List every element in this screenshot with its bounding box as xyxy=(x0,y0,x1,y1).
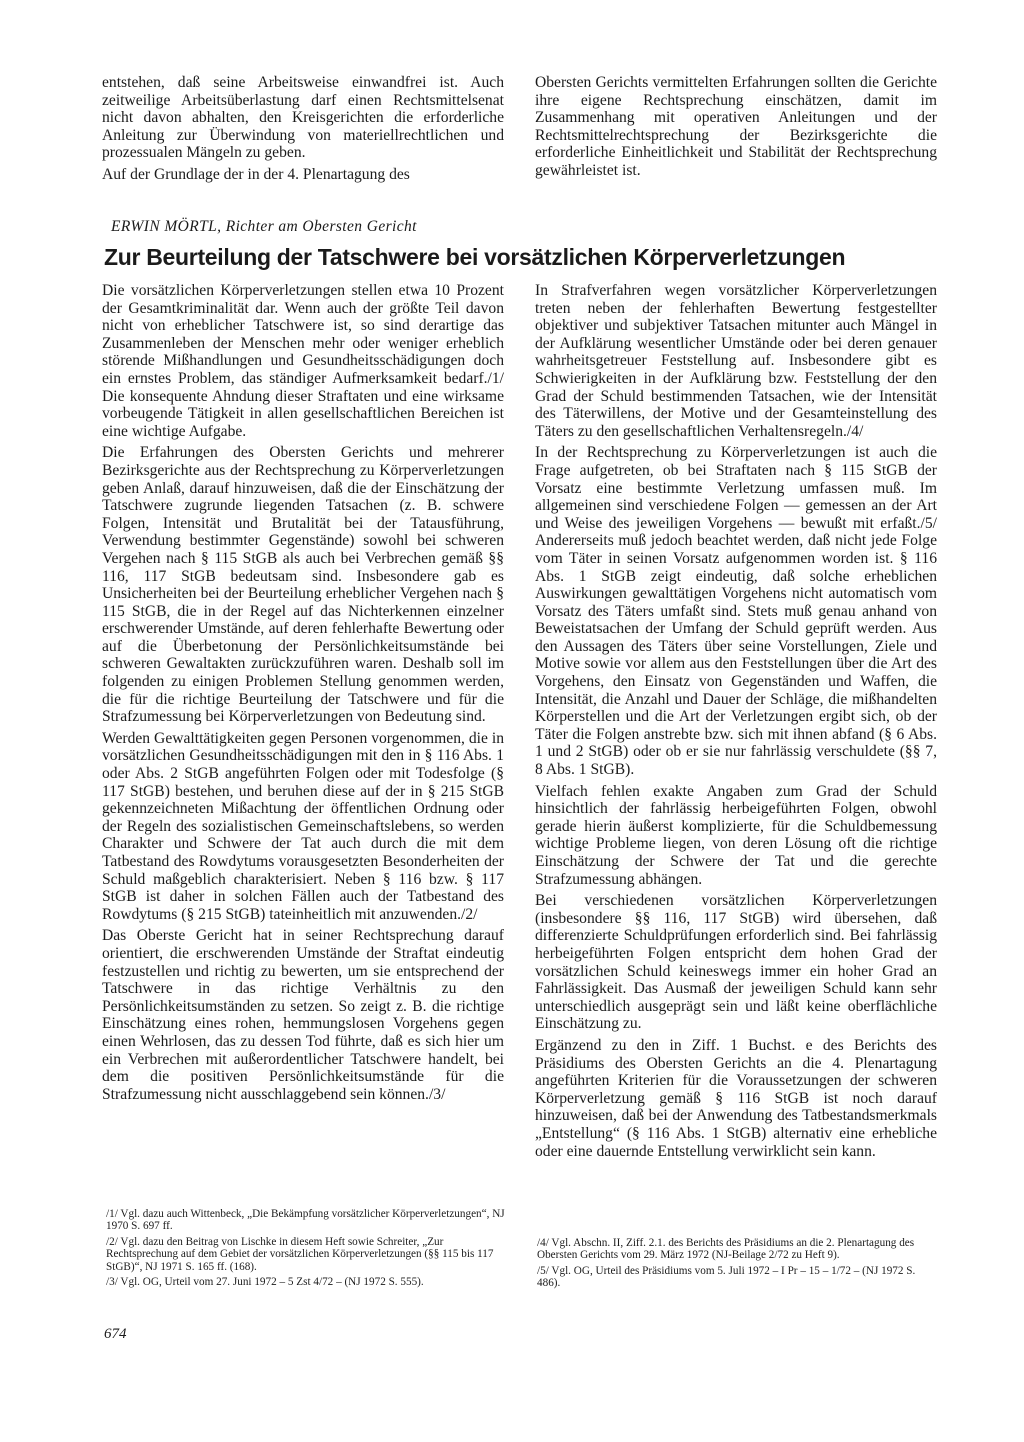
footnote: /5/ Vgl. OG, Urteil des Präsidiums vom 5. Juli 1972 – I Pr – 15 – 1/72 – (NJ 1972 S. 486). xyxy=(537,1264,916,1290)
top-right-column xyxy=(535,74,937,184)
footnote: /3/ Vgl. OG, Urteil vom 27. Juni 1972 – 5 Zst 4/72 – (NJ 1972 S. 555). xyxy=(106,1276,424,1289)
paragraph: Das Oberste Gericht hat in seiner Rechtsprechung darauf orientiert, die erschwerenden Umstände der Straftat eindeutig festzustellen und richtig zu bewerten, um sie entsprechend der Tatschwere in das richtige Verhältnis zu den Persönlichkeitsumständen zu setzen. So zeigt z. B. die richtige Einschätzung eines rohen, hemmungslosen Vorgehens gegen einen Wehrlosen, das zu dessen Tod führte, daß es sich hier um ein Verbrechen mit außerordentlicher Tatschwere handelt, bei dem die positiven Persönlichkeitsumstände für die Strafzumessung nicht ausschlaggebend sein können./3/ xyxy=(102,927,504,1103)
paragraph: Die Erfahrungen des Obersten Gerichts und mehrerer Bezirksgerichte aus der Rechtsprechung zu Körperverletzungen geben Anlaß, darauf hinzuweisen, daß die der Einschätzung der Tatschwere zugrunde liegenden Tatsachen (z. B. schwere Folgen, Intensität und Brutalität bei der Tatausführung, Verwendung bestimmter Gegenstände) sowohl bei schweren Vergehen nach § 115 StGB als auch bei Verbrechen gemäß §§ 116, 117 StGB bedeutsam sind. Insbesondere gab es Unsicherheiten bei der Beurteilung erheblicher Vergehen nach § 115 StGB, die in der Regel auf das Nichterkennen einzelner erschwerender Umstände, auf deren fehlerhafte Bewertung oder auf die Überbetonung der Persönlichkeitsumstände bei schweren Gewaltakten zurückzuführen waren. Deshalb soll im folgenden zu einigen Problemen Stellung genommen werden, die für die richtige Beurteilung der Tatschwere und für die Strafzumessung bei Körperverletzungen von Bedeutung sind. xyxy=(102,444,504,726)
paragraph: Bei verschiedenen vorsätzlichen Körperverletzungen (insbesondere §§ 116, 117 StGB) wird übersehen, daß differenzierte Schuldprüfungen erforderlich sind. Bei fahrlässig herbeigeführten Folgen entspricht dem hohen Grad der vorsätzlichen Schuld keineswegs immer ein hoher Grad an Fahrlässigkeit. Das Ausmaß der jeweiligen Schuld kann sehr unterschiedlich ausgeprägt sein und läßt keine oberflächliche Einschätzung zu. xyxy=(535,892,937,1033)
paragraph: Die vorsätzlichen Körperverletzungen stellen etwa 10 Prozent der Gesamtkriminalität dar. Wenn auch der größte Teil davon nicht von erheblicher Tatschwere ist, so sind derartige das Zusammenleben der Menschen mehr oder weniger erheblich störende Mißhandlungen und Gesundheitsschädigungen doch ein ernstes Problem, das ständiger Aufmerksamkeit bedarf./1/ Die konsequente Ahndung dieser Straftaten und eine wirksame vorbeugende Tätigkeit in allen gesellschaftlichen Bereichen ist eine wichtige Aufgabe. xyxy=(102,282,504,440)
article-title: Zur Beurteilung der Tatschwere bei vorsätzlichen Körperverletzungen xyxy=(104,244,846,270)
footnote: /2/ Vgl. dazu den Beitrag von Lischke in diesem Heft sowie Schreiter, „Zur Rechtsprechung auf dem Gebiet der vorsätzlichen Körperverletzungen (§§ 115 bis 117 StGB)“, NJ 1971 S. 165 ff. (168). xyxy=(106,1235,494,1273)
article-byline: ERWIN MÖRTL, Richter am Obersten Gericht xyxy=(111,218,417,235)
article-right-column xyxy=(535,282,937,1164)
footnote: /1/ Vgl. dazu auch Wittenbeck, „Die Bekämpfung vorsätzlicher Körperverletzungen“, NJ 1970 S. 697 ff. xyxy=(106,1208,505,1233)
article-left-column xyxy=(102,282,504,1107)
paragraph: Auf der Grundlage der in der 4. Plenartagung des xyxy=(102,165,410,183)
paragraph: entstehen, daß seine Arbeitsweise einwandfrei ist. Auch zeitweilige Arbeitsüberlastung darf einen Rechtsmittelsenat nicht davon abhalten, den Kreisgerichten die erforderliche Anleitung zur Überwindung von materiellrechtlichen und prozessualen Mängeln zu geben. xyxy=(102,74,504,162)
top-left-column xyxy=(102,74,504,188)
paragraph: Vielfach fehlen exakte Angaben zum Grad der Schuld hinsichtlich der fahrlässig herbeigeführten Folgen, obwohl gerade hierin äußerst komplizierte, für die Schuldbemessung wichtige Probleme liegen, von deren Lösung oft die richtige Einschätzung der Schwere der Tat und die gerechte Strafzumessung abhängen. xyxy=(535,782,937,888)
paragraph: Ergänzend zu den in Ziff. 1 Buchst. e des Berichts des Präsidiums des Obersten Gerichts an die 4. Plenartagung angeführten Kriterien für die Voraussetzungen der schweren Körperverletzung gemäß § 116 StGB ist noch darauf hinzuweisen, daß bei der Anwendung des Tatbestandsmerkmals „Entstellung“ (§ 116 Abs. 1 StGB) alternativ eine erhebliche oder eine dauernde Entstellung verwirklicht sein kann. xyxy=(535,1036,937,1160)
paragraph: Obersten Gerichts vermittelten Erfahrungen sollten die Gerichte ihre eigene Rechtsprechung einschätzen, damit im Zusammenhang mit operativen Anleitungen und der Rechtsmittelrechtsprechung der Bezirksgerichte die erforderliche Einheitlichkeit und Stabilität der Rechtsprechung gewährleistet ist. xyxy=(535,74,937,179)
paragraph: Werden Gewalttätigkeiten gegen Personen vorgenommen, die in vorsätzlichen Gesundheitsschädigungen mit den in § 116 Abs. 1 oder Abs. 2 StGB angeführten Folgen oder mit Todesfolge (§ 117 StGB) bestehen, und beruhen diese auf der in § 215 StGB gekennzeichneten Mißachtung der öffentlichen Ordnung oder der Regeln des sozialistischen Gemeinschaftslebens, so werden Charakter und Schwere der Tat auch durch die mit dem Tatbestand des Rowdytums vorausgesetzten Besonderheiten der Schuld maßgeblich charakterisiert. Neben § 116 bzw. § 117 StGB ist daher in solchen Fällen auch der Tatbestand des Rowdytums (§ 215 StGB) tateinheitlich mit anzuwenden./2/ xyxy=(102,729,504,923)
footnotes-right xyxy=(537,1237,939,1293)
paragraph: In der Rechtsprechung zu Körperverletzungen ist auch die Frage aufgetreten, ob bei Straftaten nach § 115 StGB der Vorsatz eine bestimmte Verletzung umfassen muß. Im allgemeinen sind verschiedene Folgen — gemessen an der Art und Weise des jeweiligen Vorgehens — bewußt mit erfaßt./5/ Andererseits muß jedoch beachtet werden, daß nicht jede Folge vom Täter in seinen Vorsatz aufgenommen worden ist. § 116 Abs. 1 StGB zeigt eindeutig, daß solche erheblichen Auswirkungen gewalttätigen Vorgehens nicht automatisch vom Vorsatz des Täters umfaßt sind. Stets muß genau anhand von Beweistatsachen der Umfang der Schuld geprüft werden. Aus den Aussagen des Täters über seine Vorstellungen, Ziele und Motive sowie vor allem aus den Feststellungen über die Art des Vorgehens, den Einsatz von Gegenständen und Waffen, die Intensität, die Anzahl und Dauer der Schläge, die mißhandelten Körperstellen und die Art der Verletzungen ergibt sich, ob der Täter die Folgen anstrebte bzw. sich mit ihnen abfand (§ 6 Abs. 1 und 2 StGB) oder ob er sie nur fahrlässig verschuldete (§§ 7, 8 Abs. 1 StGB). xyxy=(535,444,937,779)
page-number: 674 xyxy=(104,1326,127,1342)
footnote: /4/ Vgl. Abschn. II, Ziff. 2.1. des Berichts des Präsidiums an die 2. Plenartagung des Obersten Gerichts vom 29. März 1972 (NJ-Beilage 2/72 zu Heft 9). xyxy=(537,1237,915,1262)
footnotes-left xyxy=(106,1208,506,1291)
paragraph: In Strafverfahren wegen vorsätzlicher Körperverletzungen treten neben der fehlerhaften Bewertung festgestellter objektiver und subjektiver Tatsachen mitunter auch Mängel in der Aufklärung wesentlicher Umstände oder bei deren genauer wahrheitsgetreuer Feststellung auf. Insbesondere gibt es Schwierigkeiten in der Aufklärung bzw. Feststellung der den Grad der Schuld bestimmenden Tatsachen, wie der Intensität des Täterwillens, der Motive und der Gesamteinstellung des Täters zu den gesellschaftlichen Verhaltensregeln./4/ xyxy=(535,282,937,440)
